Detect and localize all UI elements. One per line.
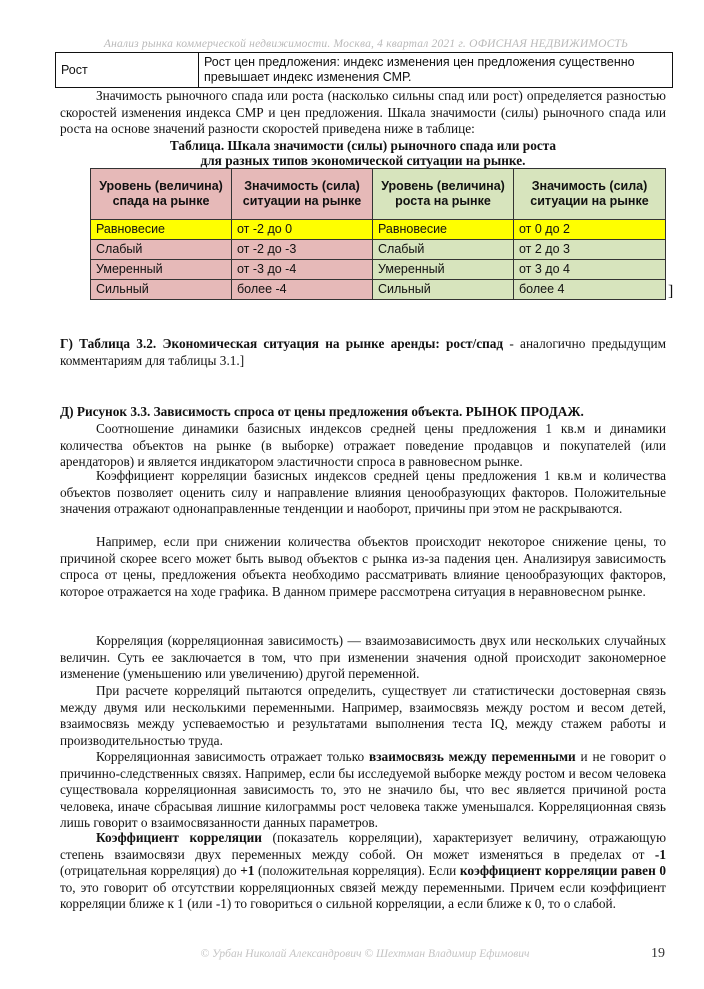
bold-text: взаимосвязь между переменными — [369, 749, 576, 764]
edit-bracket-mark: ] — [239, 352, 245, 368]
header-growth-level: Уровень (величина) роста на рынке — [373, 169, 514, 220]
bold-text: +1 — [240, 863, 255, 879]
table-cell: Сильный — [373, 280, 514, 300]
edit-bracket-mark: ] — [668, 283, 674, 300]
table-row — [56, 53, 673, 88]
page-number: 19 — [651, 946, 665, 961]
table-cell: Умеренный — [91, 260, 232, 280]
table-cell: Равновесие — [91, 220, 232, 240]
section-d-paragraph-2: Коэффициент корреляции базисных индексов средней цены предложения 1 кв.м и количества объектов позволяет оценить силу и направление влияния ценообразующих факторов. Положительные значения отражают однонаправленные тенденции и наоборот, причины при этом не раскрываются. — [60, 468, 666, 517]
bold-text: коэффициент корреляции равен 0 — [459, 863, 666, 879]
section-d-paragraph-1: Соотношение динамики базисных индексов средней цены предложения 1 кв.м и динамики количества объектов на рынке (в выборке) отражает поведение продавцов и покупателей (или арендаторов) и является индикатором эластичности спроса в равновесном рынке. — [60, 421, 666, 470]
table-header-row — [91, 169, 666, 220]
section-d-title: Д) Рисунок 3.3. Зависимость спроса от цены предложения объекта. РЫНОК ПРОДАЖ. — [60, 404, 584, 419]
table-cell: Слабый — [91, 240, 232, 260]
table-cell: Равновесие — [373, 220, 514, 240]
table-row — [91, 280, 666, 300]
table-cell: более -4 — [232, 280, 373, 300]
table-cell: от 2 до 3 — [514, 240, 666, 260]
table-cell: Слабый — [373, 240, 514, 260]
correlation-coefficient-paragraph — [60, 830, 666, 913]
table-cell: от 3 до 4 — [514, 260, 666, 280]
text-run: (показатель корреляции), характеризует величину, отражающую степень взаимосвязи двух переменных между собой. Он может изменяться в пределах от — [60, 830, 667, 862]
page-header: Анализ рынка коммерческой недвижимости. Москва, 4 квартал 2021 г. ОФИСНАЯ НЕДВИЖИМОСТЬ — [103, 38, 629, 50]
table-cell: Умеренный — [373, 260, 514, 280]
text-run: то, это говорит об отсутствии корреляционных связей между переменными. Причем если коэффициент корреляции ближе к 1 (или -1) то говориться о сильной корреляции, а если ближе к 0, то о слабой. — [60, 879, 666, 912]
growth-definition-table — [55, 52, 673, 88]
table-row — [91, 260, 666, 280]
bold-text: -1 — [654, 846, 666, 862]
text-run: Корреляционная зависимость отражает только — [96, 749, 370, 764]
section-g-text: - аналогично предыдущим комментариям для таблицы 3.1. — [60, 336, 666, 368]
correlation-paragraph-1: Корреляция (корреляционная зависимость) — взаимозависимость двух или нескольких случайных величин. Суть ее заключается в том, что при изменении значения одной происходит закономерное изменение (уменьшению или увеличению) другой переменной. — [60, 633, 666, 682]
page-footer: © Урбан Николай Александрович © Шехтман Владимир Ефимович — [200, 948, 530, 960]
table-cell: от -2 до -3 — [232, 240, 373, 260]
table-cell: от -2 до 0 — [232, 220, 373, 240]
section-g-title: Г) Таблица 3.2. Экономическая ситуация на рынке аренды: рост/спад — [60, 336, 504, 351]
text-run: (положительная корреляция). Если — [254, 863, 460, 879]
section-d-paragraph-3: Например, если при снижении количества объектов происходит некоторое снижение цены, то причиной скорее всего может быть вывод объектов с рынка из-за падения цен. Анализируя зависимость спроса от цены, предложения объекта необходимо рассматривать влияние ценообразующих факторов, которое отражается на ходе графика. В данном примере рассмотрена ситуация в неравновесном рынке. — [60, 534, 666, 599]
table-caption-line-2: для разных типов экономической ситуации на рынке. — [200, 153, 526, 168]
table-cell: более 4 — [514, 280, 666, 300]
section-g-paragraph — [60, 336, 666, 369]
table-row — [91, 240, 666, 260]
table-row — [91, 220, 666, 240]
table-caption-line-1: Таблица. Шкала значимости (силы) рыночного спада или роста — [169, 138, 557, 153]
header-growth-significance: Значимость (сила) ситуации на рынке — [514, 169, 666, 220]
correlation-paragraph-2: При расчете корреляций пытаются определить, существует ли статистически достоверная связь между двумя или несколькими переменными. Например, взаимосвязь между ростом и весом детей, взаимосвязь между успеваемостью и результатами выполнения теста IQ, между стажем работы и производительностью труда. — [60, 683, 666, 748]
table-cell: от 0 до 2 — [514, 220, 666, 240]
table-cell: Сильный — [91, 280, 232, 300]
table-cell-label: Рост — [56, 53, 199, 88]
text-run: и не говорит о причинно-следственных связях. Например, если бы исследуемой выборке между ростом и весом человека существовала корреляционная зависимость то, это не значило бы, что вес является причиной роста человека, иначе сбрасывая лишние килограммы рост человека также уменьшался. Корреляционная связь лишь говорит о взаимосвязанности данных параметров. — [60, 749, 666, 831]
header-decline-significance: Значимость (сила) ситуации на рынке — [232, 169, 373, 220]
table-cell-text: Рост цен предложения: индекс изменения цен предложения существенно превышает индекс изменения СМР. — [199, 53, 673, 88]
correlation-paragraph-3 — [60, 749, 666, 832]
text-run: (отрицательная корреляция) до — [60, 863, 241, 879]
bold-text: Коэффициент корреляции — [96, 830, 262, 845]
table-cell: от -3 до -4 — [232, 260, 373, 280]
intro-paragraph: Значимость рыночного спада или роста (насколько сильны спад или рост) определяется разностью скоростей изменения индекса СМР и цен предложения. Шкала значимости (силы) рыночного спада или роста на основе значений разности скоростей приведена ниже в таблице: — [60, 88, 666, 137]
significance-scale-table — [90, 168, 666, 300]
header-decline-level: Уровень (величина) спада на рынке — [91, 169, 232, 220]
